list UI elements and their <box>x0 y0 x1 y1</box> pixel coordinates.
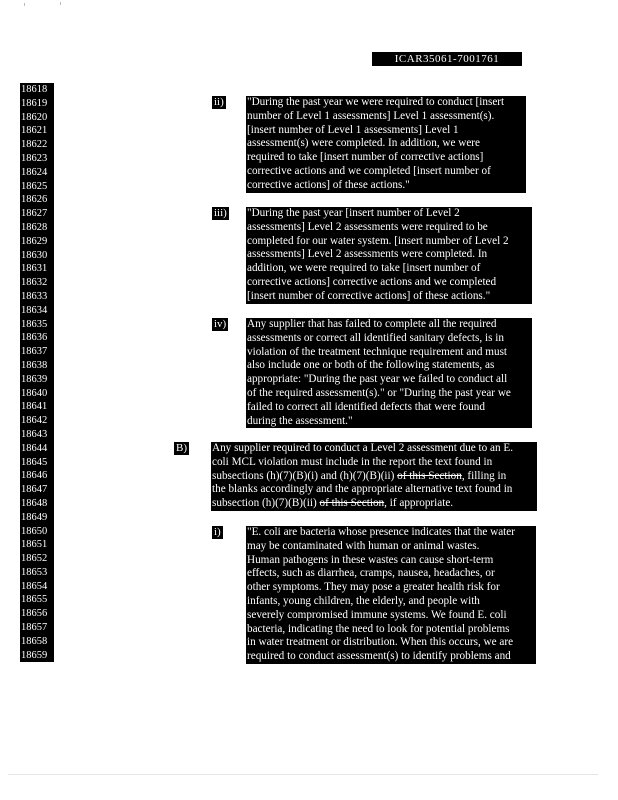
paragraph-i <box>246 526 536 664</box>
line-number: 18656 <box>21 608 48 620</box>
text-line <box>212 497 536 511</box>
line-number: 18646 <box>21 470 48 482</box>
line-number: 18659 <box>21 649 48 661</box>
line-number: 18620 <box>21 111 48 123</box>
text-line: [insert number of Level 1 assessments] Level 1 <box>247 123 459 136</box>
text-line: may be contaminated with human or animal wastes. <box>247 539 480 552</box>
line-number: 18648 <box>21 497 48 509</box>
text-fragment: , if appropriate. <box>384 497 454 510</box>
scan-speck <box>24 3 25 6</box>
scan-speck <box>60 2 61 5</box>
line-number: 18621 <box>21 125 48 137</box>
paragraph-b <box>211 442 537 511</box>
text-line: Any supplier required to conduct a Level 2 assessment due to an E. <box>212 442 514 454</box>
text-line: coli MCL violation must include in the report the text found in <box>212 455 493 468</box>
item-marker-iv: iv) <box>214 318 227 330</box>
struck-text: of this Section <box>319 497 385 510</box>
text-line: assessment(s) were completed. In addition, we were <box>247 137 480 150</box>
line-number: 18638 <box>21 359 48 371</box>
line-number: 18635 <box>21 318 48 330</box>
text-line: severely compromised immune systems. We found E. coli <box>247 608 507 621</box>
line-number: 18645 <box>21 456 48 468</box>
text-line: the blanks accordingly and the appropriate alternative text found in <box>212 483 513 496</box>
text-line: corrective actions and we completed [insert number of <box>247 164 491 177</box>
text-line: assessments] Level 2 assessments were required to be <box>247 220 488 233</box>
line-number: 18640 <box>21 387 48 399</box>
line-number: 18641 <box>21 401 48 413</box>
line-number: 18623 <box>21 152 48 164</box>
line-number-gutter <box>20 83 54 662</box>
line-number: 18629 <box>21 235 48 247</box>
text-line: Any supplier that has failed to complete all the required <box>247 318 497 330</box>
item-marker-iii: iii) <box>214 207 227 219</box>
item-marker-ii: ii) <box>214 96 224 108</box>
line-number: 18633 <box>21 290 48 302</box>
text-line: violation of the treatment technique requirement and must <box>247 345 508 358</box>
section-marker-b: B) <box>176 442 187 454</box>
line-number: 18651 <box>21 539 48 551</box>
line-number: 18639 <box>21 373 48 385</box>
line-number: 18642 <box>21 415 48 427</box>
text-line: "During the past year we were required to conduct [insert <box>247 96 505 108</box>
page-bottom-rule <box>8 774 598 775</box>
text-line: required to take [insert number of corrective actions] <box>247 151 484 164</box>
line-number: 18628 <box>21 221 48 233</box>
line-number: 18653 <box>21 566 48 578</box>
paragraph-ii <box>246 96 526 193</box>
text-line: required to conduct assessment(s) to identify problems and <box>247 650 511 663</box>
line-number: 18643 <box>21 428 48 440</box>
text-line: failed to correct all identified defects that were found <box>247 400 485 413</box>
line-number: 18655 <box>21 594 48 606</box>
text-line: effects, such as diarrhea, cramps, nausea, headaches, or <box>247 567 495 580</box>
text-line: assessments] Level 2 assessments were completed. In <box>247 248 488 261</box>
line-number: 18658 <box>21 635 48 647</box>
line-number: 18657 <box>21 622 48 634</box>
line-number: 18631 <box>21 263 48 275</box>
line-number: 18622 <box>21 139 48 151</box>
line-number: 18647 <box>21 484 48 496</box>
struck-text: of this Section <box>397 469 462 482</box>
text-line: appropriate: "During the past year we failed to conduct all <box>247 373 508 386</box>
text-line: "E. coli are bacteria whose presence indicates that the water <box>247 526 515 538</box>
paragraph-iii <box>246 207 532 304</box>
line-number: 18632 <box>21 277 48 289</box>
text-line: "During the past year [insert number of Level 2 <box>247 207 460 219</box>
line-number: 18618 <box>21 84 48 95</box>
line-number: 18650 <box>21 525 48 537</box>
line-number: 18626 <box>21 194 48 206</box>
text-line: [insert number of corrective actions] of these actions." <box>247 289 491 302</box>
text-line: in water treatment or distribution. When this occurs, we are <box>247 636 514 649</box>
line-number: 18630 <box>21 249 48 261</box>
line-number: 18625 <box>21 180 48 192</box>
text-line: infants, young children, the elderly, and people with <box>247 594 480 607</box>
text-line: addition, we were required to take [insert number of <box>247 262 481 275</box>
text-line: corrective actions] corrective actions and we completed <box>247 275 497 288</box>
text-line <box>212 470 536 484</box>
line-number: 18627 <box>21 208 48 220</box>
text-line: also include one or both of the following statements, as <box>247 359 495 372</box>
line-number: 18636 <box>21 332 48 344</box>
line-number: 18619 <box>21 97 48 109</box>
text-line: of the required assessment(s)." or "During the past year we <box>247 386 511 399</box>
text-fragment: subsections (h)(7)(B)(i) and (h)(7)(B)(ii) <box>212 469 398 482</box>
item-marker-i: i) <box>214 526 221 538</box>
line-number: 18654 <box>21 580 48 592</box>
line-number: 18637 <box>21 346 48 358</box>
document-id-header: ICAR35061-7001761 <box>372 52 522 66</box>
line-number: 18649 <box>21 511 48 523</box>
line-number: 18644 <box>21 442 48 454</box>
text-line: during the assessment." <box>247 414 353 427</box>
text-fragment: subsection (h)(7)(B)(ii) <box>212 497 320 510</box>
text-line: completed for our water system. [insert number of Level 2 <box>247 234 509 247</box>
text-line: number of Level 1 assessments] Level 1 assessment(s). <box>247 109 495 122</box>
line-number: 18624 <box>21 166 48 178</box>
paragraph-iv <box>246 318 532 428</box>
text-line: other symptoms. They may pose a greater health risk for <box>247 581 500 594</box>
text-line: Human pathogens in these wastes can cause short-term <box>247 553 494 566</box>
text-line: corrective actions] of these actions." <box>247 178 410 191</box>
text-fragment: , filling in <box>461 469 507 482</box>
text-line: bacteria, indicating the need to look for potential problems <box>247 622 510 635</box>
text-line: assessments or correct all identified sanitary defects, is in <box>247 331 504 344</box>
line-number: 18634 <box>21 304 48 316</box>
line-number: 18652 <box>21 553 48 565</box>
